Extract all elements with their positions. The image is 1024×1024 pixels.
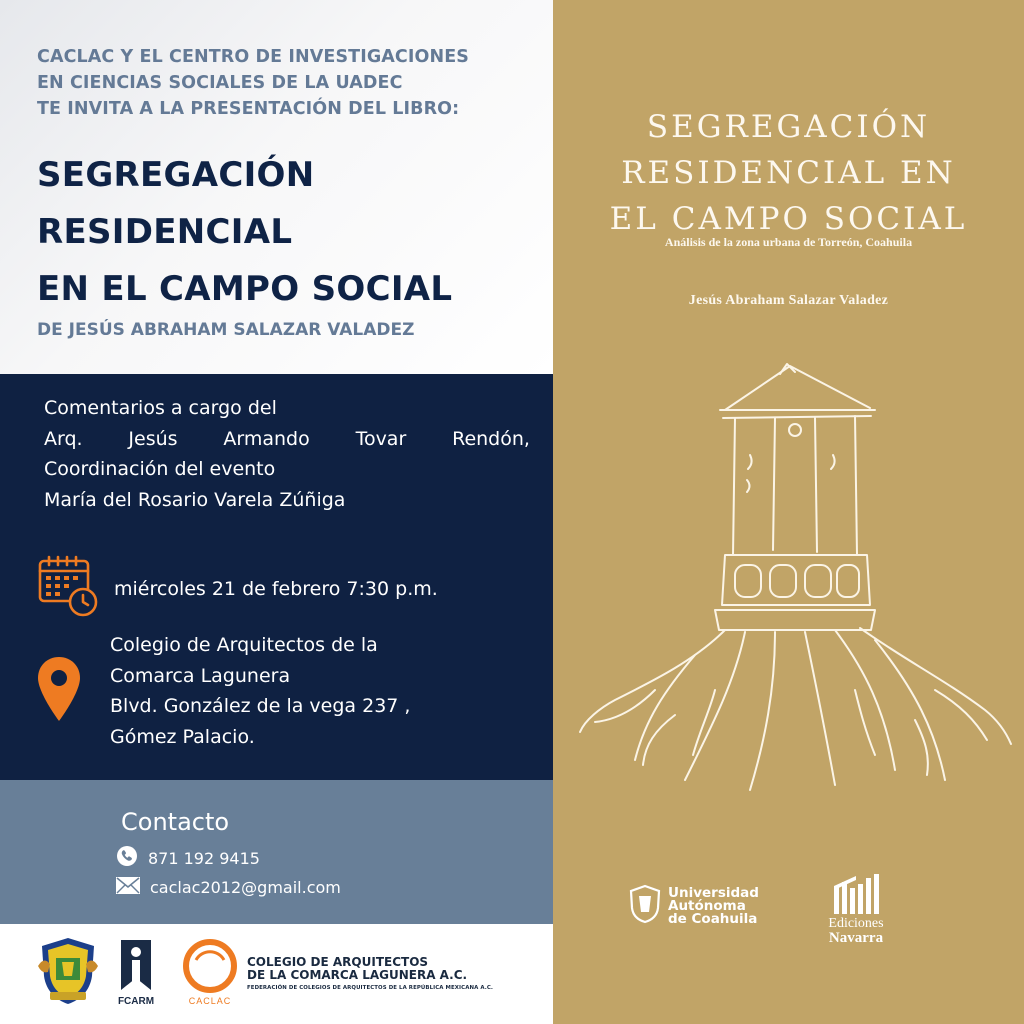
uadec-emblem-icon (628, 884, 662, 928)
invitation-line: TE INVITA A LA PRESENTACIÓN DEL LIBRO: (37, 99, 460, 119)
contact-panel (0, 780, 553, 924)
uadec-logo (628, 884, 759, 928)
book-title-line: EN EL CAMPO SOCIAL (37, 269, 453, 309)
cover-title (553, 104, 1024, 242)
commentator-name (44, 424, 530, 455)
email-row (116, 877, 341, 898)
location-line: Blvd. González de la vega 237 , (110, 695, 411, 717)
book-title-line: RESIDENCIAL (37, 212, 293, 252)
book-author: DE JESÚS ABRAHAM SALAZAR VALADEZ (37, 320, 415, 340)
federation-name: FEDERACIÓN DE COLEGIOS DE ARQUITECTOS DE LA REPÚBLICA MEXICANA A.C. (247, 985, 494, 991)
envelope-icon (116, 877, 140, 898)
uadec-name-line: Autónoma (668, 897, 746, 914)
coordinator-name: María del Rosario Varela Zúñiga (44, 488, 346, 511)
invitation-line: EN CIENCIAS SOCIALES DE LA UADEC (37, 73, 403, 93)
calendar-clock-icon (36, 553, 100, 621)
ediciones-navarra-logo (808, 874, 904, 947)
commentator-word: Arq. (44, 427, 83, 450)
cover-author: Jesús Abraham Salazar Valadez (688, 293, 889, 308)
college-logo-text (247, 956, 493, 991)
coordination-label: Coordinación del evento (44, 458, 276, 480)
uadec-name-line: de Coahuila (668, 910, 758, 927)
email-address[interactable]: caclac2012@gmail.com (150, 878, 341, 897)
invitation-line: CACLAC Y EL CENTRO DE INVESTIGACIONES (37, 47, 469, 67)
publisher-line: Navarra (828, 930, 884, 946)
publisher-line: Ediciones (828, 916, 884, 931)
cover-subtitle: Análisis de la zona urbana de Torreón, Coahuila (664, 235, 913, 249)
location-line: Colegio de Arquitectos de la (110, 634, 378, 656)
commentator-word: Tovar (355, 427, 407, 450)
location-line: Gómez Palacio. (110, 725, 255, 748)
book-title (37, 147, 547, 318)
phone-row (116, 845, 260, 871)
commentator-word: Armando (223, 427, 310, 450)
uadec-name-line: Universidad (668, 884, 759, 901)
college-name-line: DE LA COMARCA LAGUNERA A.C. (247, 968, 468, 982)
commentator-word: Rendón, (452, 427, 530, 450)
fcarm-label: FCARM (118, 996, 155, 1007)
kiosk-roots-illustration (575, 360, 1015, 804)
event-credits (44, 393, 530, 515)
fcarm-logo (118, 938, 158, 1012)
college-name-line: COLEGIO DE ARQUITECTOS (247, 955, 429, 969)
location-line: Comarca Lagunera (110, 664, 291, 687)
caclac-logo (180, 938, 242, 1012)
event-date-row (36, 553, 438, 621)
cover-title-line: SEGREGACIÓN (646, 109, 931, 145)
contact-title: Contacto (121, 808, 230, 836)
location-pin-icon (36, 655, 82, 727)
event-location (110, 630, 410, 752)
book-title-line: SEGREGACIÓN (37, 155, 315, 195)
caclac-label: CACLAC (188, 996, 232, 1006)
phone-icon (116, 845, 138, 871)
event-date: miércoles 21 de febrero 7:30 p.m. (114, 578, 438, 600)
phone-number[interactable]: 871 192 9415 (148, 848, 260, 868)
cover-title-line: EL CAMPO SOCIAL (609, 201, 968, 237)
uadec-shield-logo (36, 936, 100, 1010)
comments-label: Comentarios a cargo del (44, 397, 277, 419)
cover-title-line: RESIDENCIAL EN (621, 155, 956, 191)
invitation-text (37, 44, 537, 122)
commentator-word: Jesús (128, 427, 178, 450)
uadec-name (668, 884, 759, 927)
